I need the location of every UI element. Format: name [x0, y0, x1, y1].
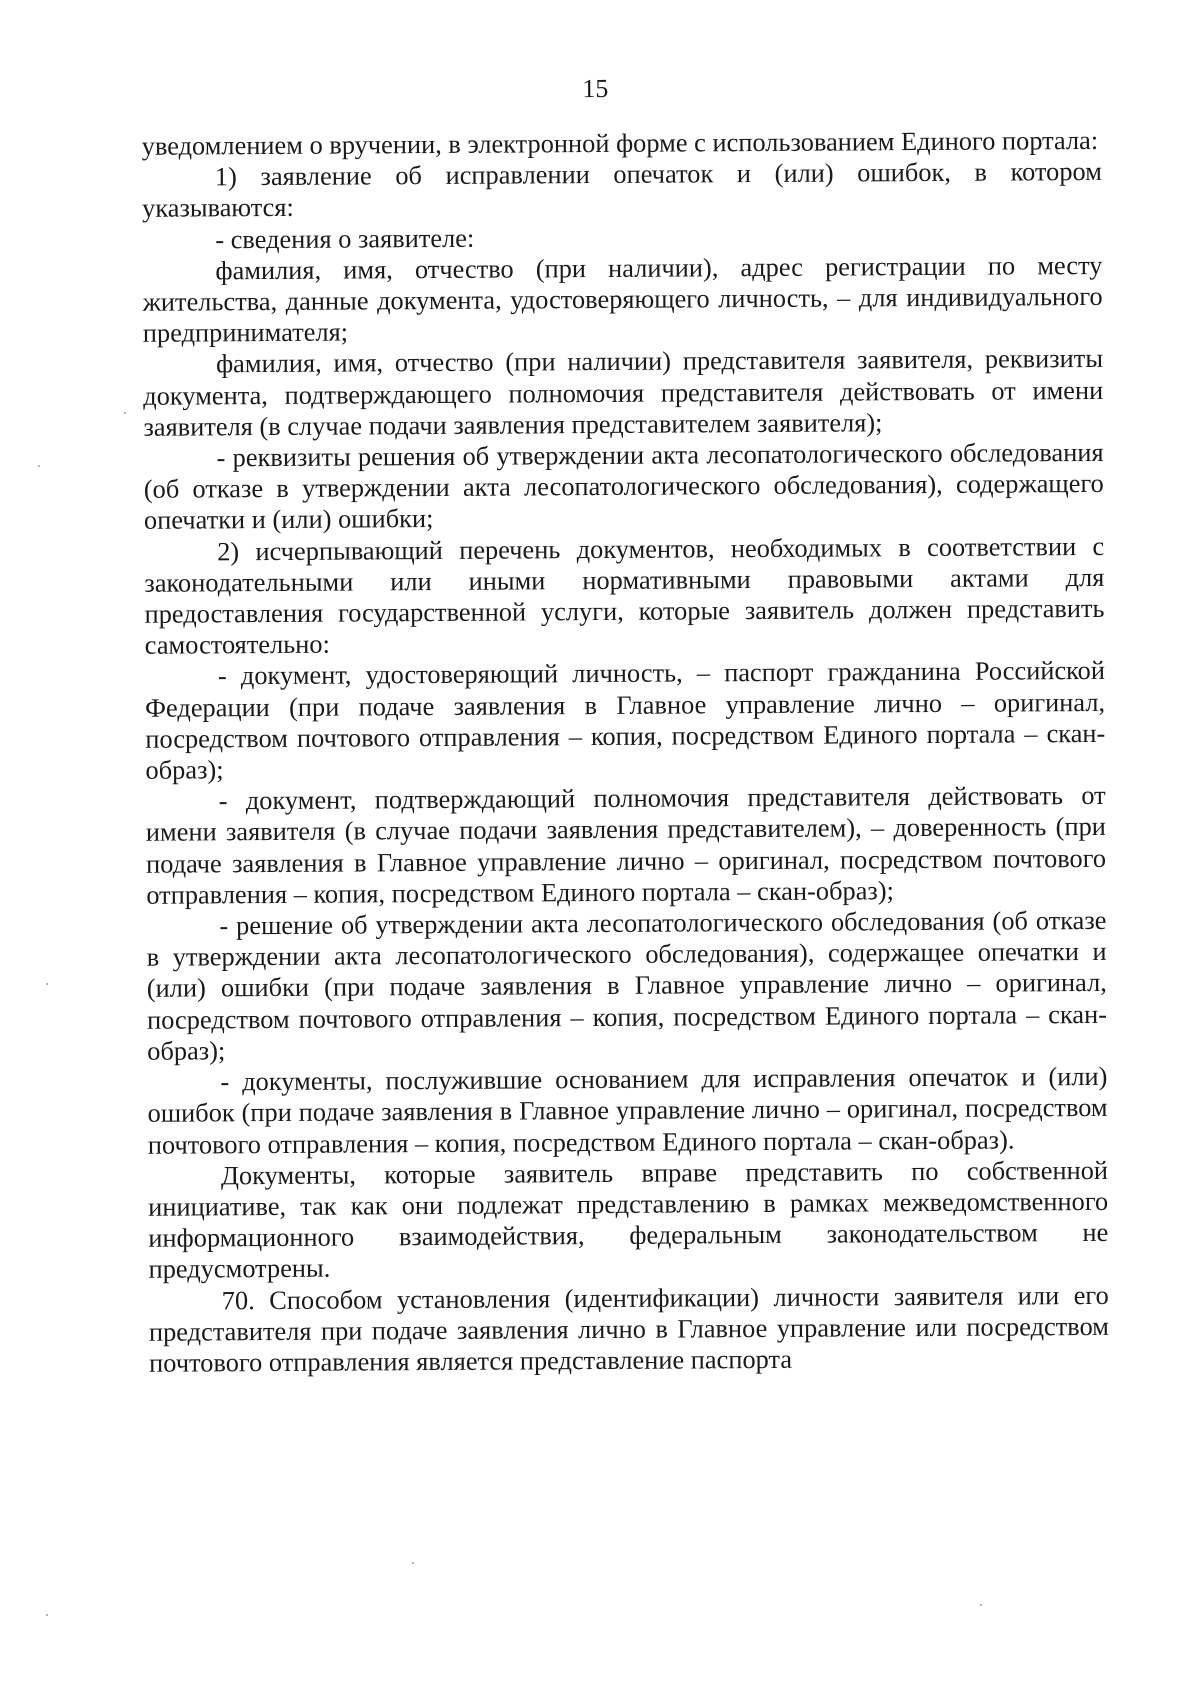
scan-speck [124, 412, 126, 414]
paragraph-applicant-info: - сведения о заявителе: [215, 222, 475, 254]
paragraph-continuation: уведомлением о вручении, в электронной форме с использованием Единого портала: [141, 124, 1099, 161]
paragraph-decision-document: - решение об утверждении акта лесопатологического обследования (об отказе в утверждении акта лесопатологического обследования), содержащее опечатки и (или) ошибки (при подаче заявления в Главное управление лично – оригинал, посредством почтового отправления – копия, посредством Единого портала – скан-образ); [146, 904, 1108, 1066]
paragraph-item-1: 1) заявление об исправлении опечаток и (или) ошибок, в котором указываются: [141, 156, 1102, 224]
scan-speck [46, 1614, 48, 1616]
scan-speck [46, 983, 48, 985]
paragraph-representative-details: фамилия, имя, отчество (при наличии) представителя заявителя, реквизиты документа, подтверждающего полномочия представителя действовать от имени заявителя (в случае подачи заявления представителем заявителя); [143, 343, 1104, 442]
paragraph-decision-details: - реквизиты решения об утверждении акта лесопатологического обследования (об отказе в утверждении акта лесопатологического обследования), содержащего опечатки и (или) ошибки; [143, 436, 1104, 536]
paragraph-basis-documents: - документы, послужившие основанием для исправления опечаток и (или) ошибок (при подаче заявления в Главное управление лично – оригинал, посредством почтового отправления – копия, посредством Единого портала – скан-образ). [147, 1060, 1108, 1160]
scan-speck [38, 465, 40, 467]
document-body [142, 125, 1110, 1379]
scan-speck [412, 1562, 414, 1564]
paragraph-interagency-note: Документы, которые заявитель вправе представить по собственной инициативе, так как они подлежат представлению в рамках межведомственного информационного взаимодействия, федеральным законодательством не предусмотрены. [148, 1154, 1109, 1285]
paragraph-item-2: 2) исчерпывающий перечень документов, необходимых в соответствии с законодательными или иными нормативными правовыми актами для предоставления государственной услуги, которые заявитель должен представить самостоятельно: [144, 530, 1105, 661]
scan-speck [980, 1604, 982, 1606]
paragraph-power-of-attorney: - документ, подтверждающий полномочия представителя действовать от имени заявителя (в случае подачи заявления представителем), – доверенность (при подаче заявления в Главное управление лично – оригинал, посредством почтового отправления – копия, посредством Единого портала – скан-образ); [145, 780, 1107, 910]
page-number: 15 [582, 73, 609, 104]
paragraph-identity-document: - документ, удостоверяющий личность, – паспорт гражданина Российской Федерации (при подаче заявления в Главное управление лично – оригинал, посредством почтового отправления – копия, посредством Единого портала – скан-образ); [145, 655, 1106, 785]
paragraph-item-70: 70. Способом установления (идентификации) личности заявителя или его представителя при подаче заявления лично в Главное управление или посредством почтового отправления является представление паспорта [148, 1279, 1110, 1378]
paragraph-entrepreneur-details: фамилия, имя, отчество (при наличии), адрес регистрации по месту жительства, данные документа, удостоверяющего личность, – для индивидуального предпринимателя; [142, 249, 1103, 349]
